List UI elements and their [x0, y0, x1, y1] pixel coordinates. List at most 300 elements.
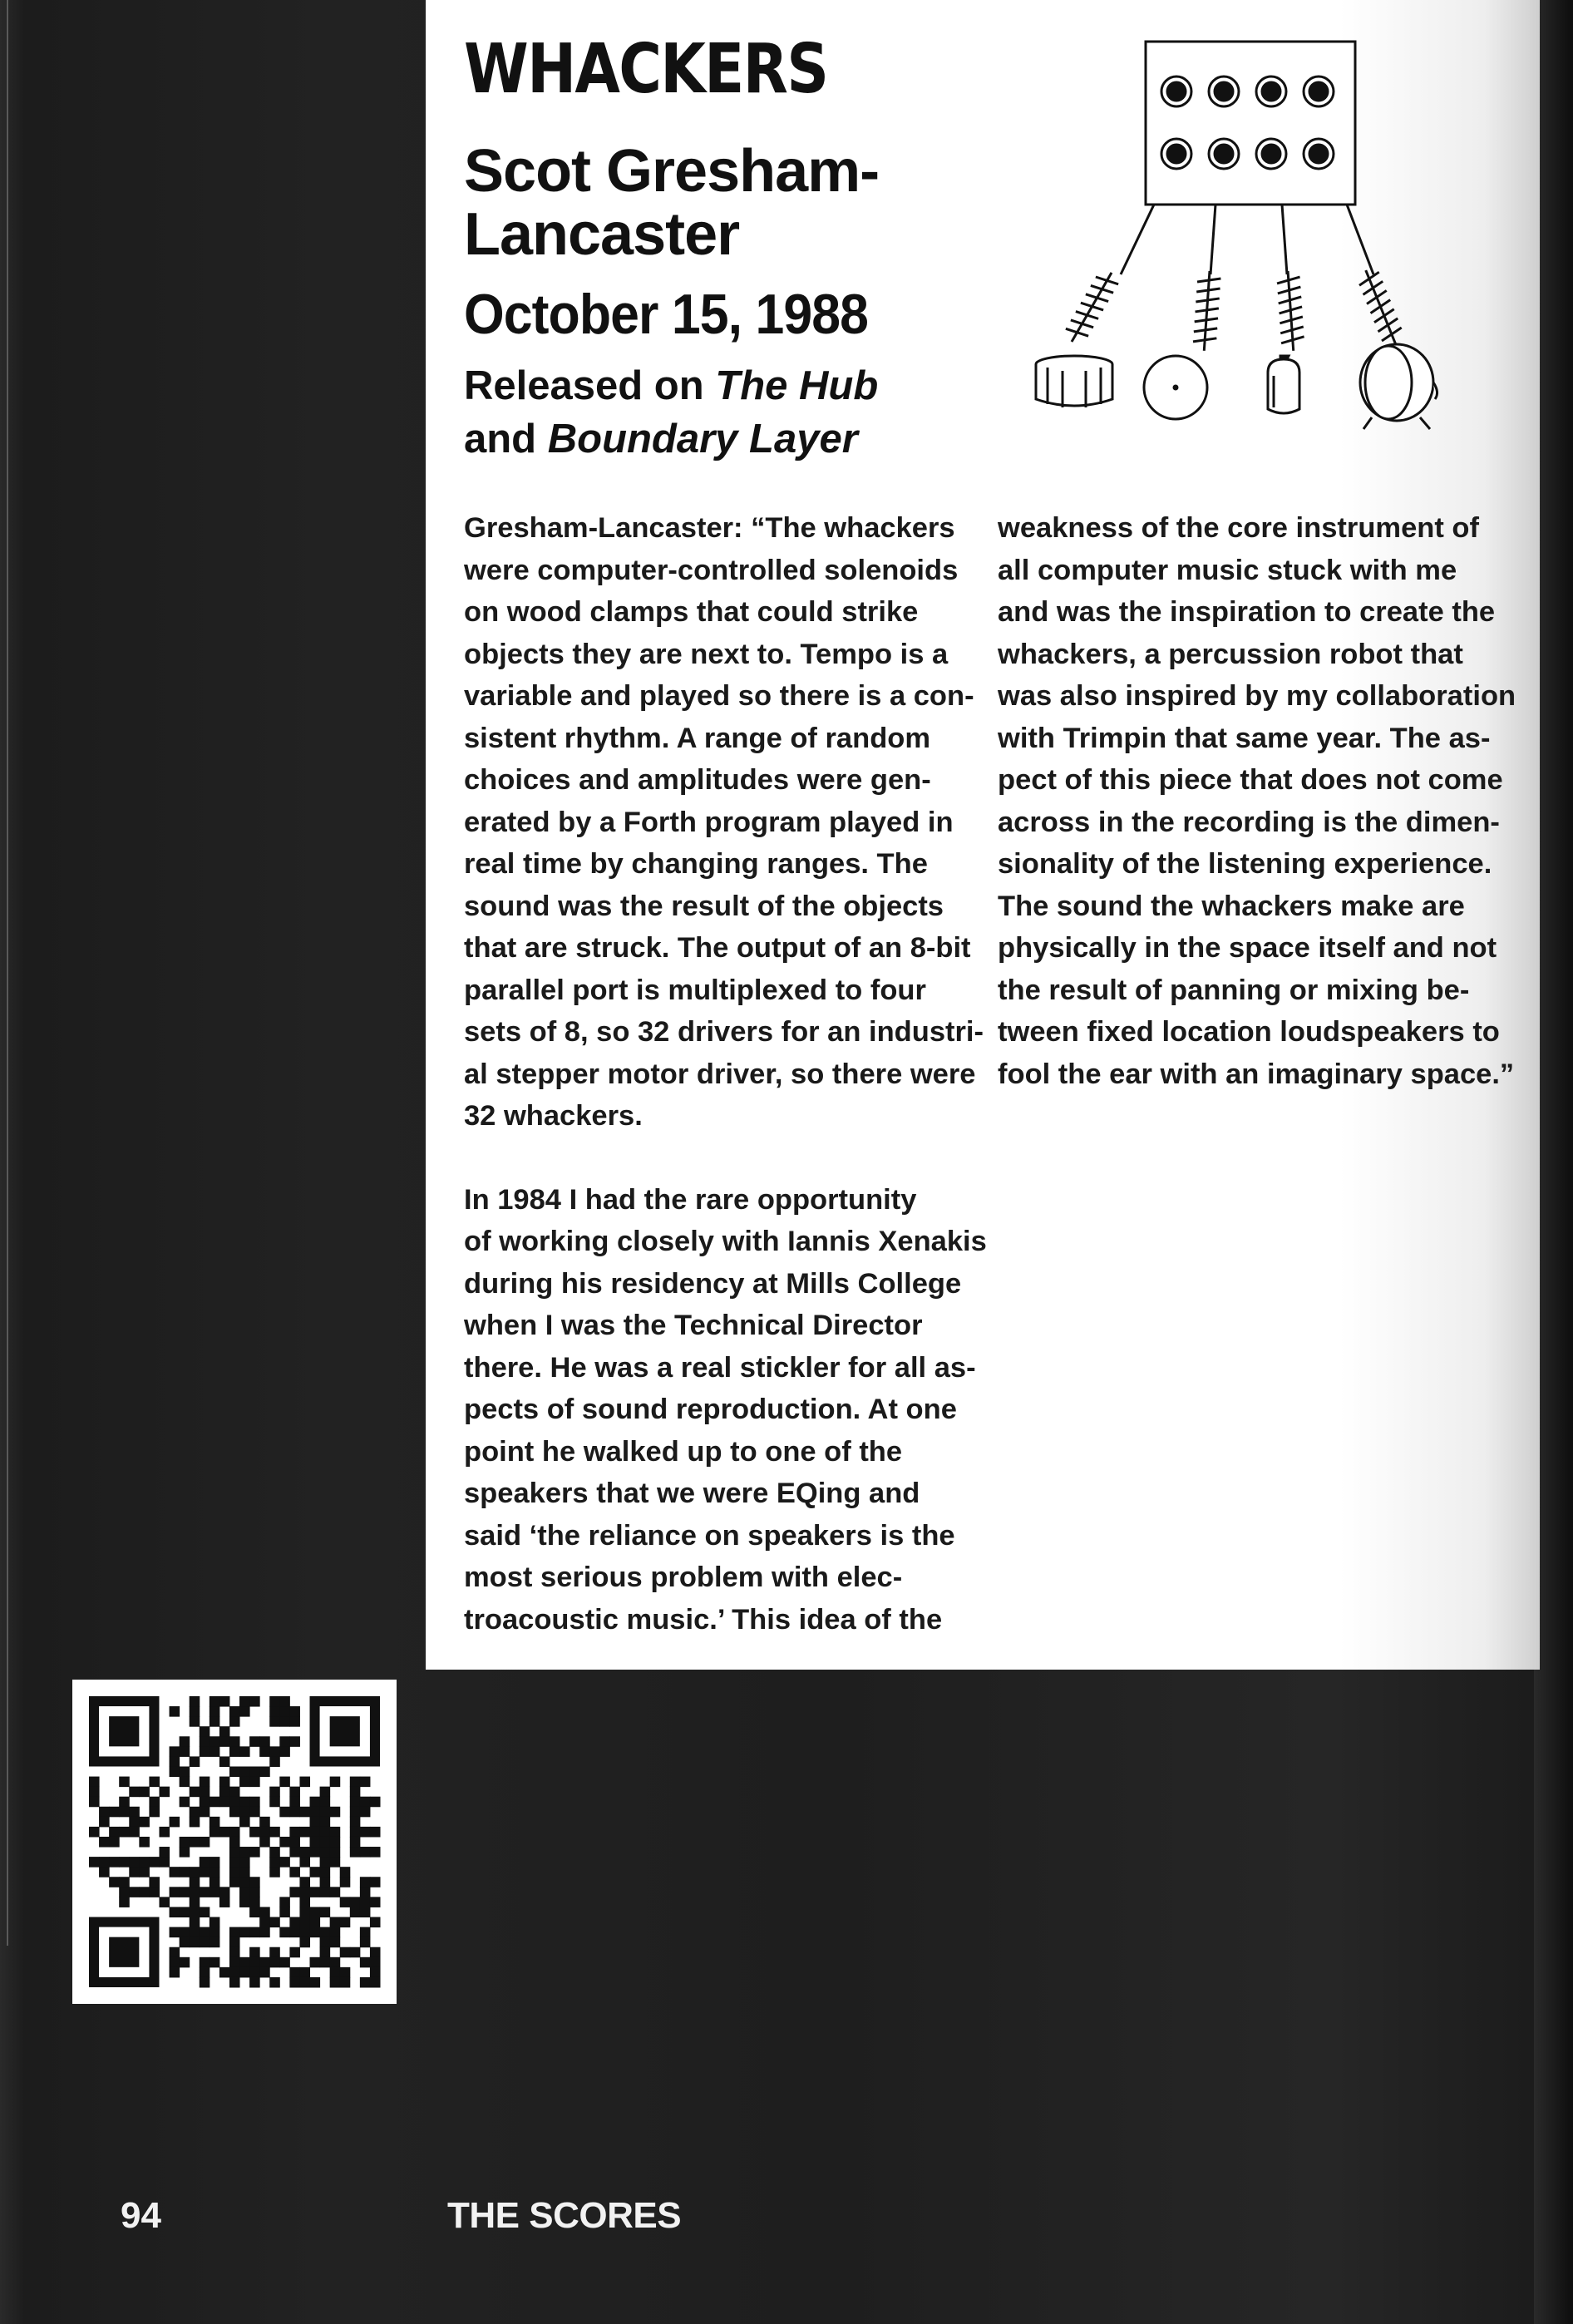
- qr-module: [180, 1887, 190, 1897]
- text-line: 32 whackers.: [464, 1100, 643, 1132]
- qr-module: [259, 1957, 270, 1968]
- qr-module: [239, 1857, 250, 1868]
- qr-module: [259, 1837, 270, 1848]
- text-line: weakness of the core instrument of: [998, 512, 1479, 544]
- qr-module: [330, 1927, 341, 1938]
- qr-module: [360, 1927, 371, 1938]
- text-line: on wood clamps that could strike: [464, 596, 919, 628]
- qr-module: [320, 1807, 331, 1818]
- qr-module: [370, 1877, 381, 1887]
- text-line: sionality of the listening experience.: [998, 848, 1492, 880]
- qr-module: [190, 1917, 200, 1928]
- qr-module: [279, 1716, 290, 1727]
- body-column-left: [464, 507, 987, 1641]
- qr-module: [170, 1967, 180, 1978]
- text-line: erated by a Forth program played in: [464, 806, 954, 838]
- qr-module: [289, 1827, 300, 1838]
- qr-module: [200, 1797, 210, 1808]
- text-line: sound was the result of the objects: [464, 890, 944, 922]
- qr-module: [299, 1877, 310, 1887]
- text-line: Gresham-Lancaster: “The whackers: [464, 512, 955, 544]
- qr-module: [269, 1797, 280, 1808]
- qr-module: [360, 1877, 371, 1887]
- qr-module: [279, 1736, 290, 1747]
- qr-module: [269, 1787, 280, 1798]
- qr-module: [200, 1746, 210, 1757]
- qr-module: [200, 1837, 210, 1848]
- qr-module: [269, 1977, 280, 1988]
- qr-module: [170, 1927, 180, 1938]
- text-line: parallel port is multiplexed to four: [464, 974, 926, 1006]
- qr-module: [239, 1867, 250, 1877]
- qr-module: [89, 1857, 100, 1868]
- qr-module: [299, 1887, 310, 1897]
- qr-module: [289, 1917, 300, 1928]
- qr-module: [259, 1766, 270, 1777]
- qr-module: [190, 1696, 200, 1707]
- qr-module: [239, 1797, 250, 1808]
- qr-module: [259, 1736, 270, 1747]
- qr-module: [239, 1777, 250, 1788]
- qr-module: [200, 1937, 210, 1948]
- text-line: during his residency at Mills College: [464, 1267, 962, 1300]
- text-line: all computer music stuck with me: [998, 554, 1457, 586]
- composer-name: Scot Gresham-Lancaster: [464, 138, 880, 268]
- qr-module: [210, 1877, 220, 1887]
- qr-module: [159, 1847, 170, 1858]
- qr-module: [119, 1857, 130, 1868]
- page-number: 94: [121, 2195, 161, 2236]
- qr-module: [259, 1927, 270, 1938]
- qr-module: [350, 1827, 361, 1838]
- qr-module: [170, 1706, 180, 1717]
- release-title-hub: The Hub: [715, 363, 879, 408]
- qr-module: [269, 1917, 280, 1928]
- qr-module: [109, 1937, 139, 1967]
- qr-module: [269, 1847, 280, 1858]
- qr-module: [350, 1837, 361, 1848]
- qr-module: [139, 1837, 150, 1848]
- qr-module: [239, 1967, 250, 1978]
- qr-module: [190, 1807, 200, 1818]
- qr-module: [170, 1766, 180, 1777]
- qr-module: [180, 1907, 190, 1917]
- qr-module: [289, 1716, 300, 1727]
- qr-module: [210, 1887, 220, 1897]
- qr-module: [350, 1787, 361, 1798]
- text-line: pect of this piece that does not come: [998, 764, 1503, 796]
- qr-module: [149, 1857, 160, 1868]
- qr-module: [320, 1787, 331, 1798]
- qr-module: [330, 1977, 341, 1988]
- qr-module: [109, 1807, 120, 1818]
- qr-module: [370, 1967, 381, 1978]
- qr-module: [210, 1857, 220, 1868]
- qr-module: [219, 1797, 230, 1808]
- qr-module: [229, 1706, 240, 1717]
- qr-module: [330, 1827, 341, 1838]
- qr-module: [320, 1847, 331, 1858]
- qr-module: [219, 1887, 230, 1897]
- qr-module: [360, 1807, 371, 1818]
- qr-module: [119, 1887, 130, 1897]
- qr-module: [279, 1907, 290, 1917]
- qr-module: [269, 1857, 280, 1868]
- text-line: objects they are next to. Tempo is a: [464, 638, 949, 670]
- qr-module: [219, 1756, 230, 1767]
- text-line: there. He was a real stickler for all as-: [464, 1351, 976, 1384]
- qr-module: [299, 1857, 310, 1868]
- qr-module: [249, 1797, 260, 1808]
- qr-module: [190, 1887, 200, 1897]
- qr-module: [370, 1957, 381, 1968]
- qr-module: [299, 1847, 310, 1858]
- text-line: sistent rhythm. A range of random: [464, 722, 931, 754]
- qr-module: [149, 1807, 160, 1818]
- qr-module: [299, 1807, 310, 1818]
- qr-module: [289, 1867, 300, 1877]
- qr-module: [249, 1887, 260, 1897]
- qr-module: [330, 1937, 341, 1948]
- qr-module: [129, 1867, 140, 1877]
- qr-module: [350, 1797, 361, 1808]
- qr-module: [99, 1817, 110, 1828]
- qr-module: [190, 1937, 200, 1948]
- qr-module: [239, 1957, 250, 1968]
- qr-module: [279, 1807, 290, 1818]
- text-line: sets of 8, so 32 drivers for an industri-: [464, 1016, 984, 1048]
- qr-module: [129, 1887, 140, 1897]
- qr-module: [330, 1957, 341, 1968]
- qr-module: [269, 1696, 280, 1707]
- qr-module: [200, 1726, 210, 1737]
- qr-module: [269, 1827, 280, 1838]
- qr-module: [229, 1847, 240, 1858]
- qr-module: [229, 1977, 240, 1988]
- qr-module: [360, 1847, 371, 1858]
- qr-module: [229, 1947, 240, 1958]
- qr-module: [210, 1937, 220, 1948]
- qr-module: [129, 1817, 140, 1828]
- text-line: fool the ear with an imaginary space.”: [998, 1058, 1515, 1090]
- qr-module: [200, 1777, 210, 1788]
- qr-module: [370, 1917, 381, 1928]
- qr-module: [89, 1797, 100, 1808]
- qr-module: [239, 1766, 250, 1777]
- qr-module: [340, 1877, 351, 1887]
- qr-module: [249, 1957, 260, 1968]
- qr-module: [370, 1827, 381, 1838]
- qr-module: [170, 1867, 180, 1877]
- qr-module: [210, 1957, 220, 1968]
- qr-module: [249, 1827, 260, 1838]
- qr-module: [299, 1977, 310, 1988]
- qr-module: [180, 1867, 190, 1877]
- qr-module: [299, 1907, 310, 1917]
- qr-module: [200, 1807, 210, 1818]
- whackers-diagram-icon: [1023, 33, 1488, 432]
- piece-title: WHACKERS: [464, 30, 828, 109]
- qr-module: [239, 1746, 250, 1757]
- qr-module: [350, 1907, 361, 1917]
- qr-module: [219, 1696, 230, 1707]
- qr-module: [249, 1877, 260, 1887]
- text-line: point he walked up to one of the: [464, 1435, 903, 1468]
- qr-module: [360, 1977, 371, 1988]
- qr-module: [229, 1927, 240, 1938]
- page-gutter-shadow: [1534, 0, 1573, 2324]
- qr-module: [299, 1777, 310, 1788]
- qr-module: [219, 1897, 230, 1907]
- qr-module: [229, 1877, 240, 1887]
- qr-module: [259, 1917, 270, 1928]
- text-line: tween fixed location loudspeakers to: [998, 1016, 1500, 1048]
- qr-module: [360, 1897, 371, 1907]
- text-line: In 1984 I had the rare opportunity: [464, 1183, 917, 1216]
- qr-module: [180, 1766, 190, 1777]
- qr-module: [229, 1736, 240, 1747]
- qr-module: [330, 1857, 341, 1868]
- qr-module: [279, 1777, 290, 1788]
- qr-module: [109, 1857, 120, 1868]
- release-title-boundary-layer: Boundary Layer: [547, 417, 858, 461]
- qr-module: [259, 1827, 270, 1838]
- qr-module: [119, 1877, 130, 1887]
- qr-module: [320, 1857, 331, 1868]
- text-line: of working closely with Iannis Xenakis: [464, 1226, 987, 1257]
- qr-module: [239, 1706, 250, 1717]
- qr-module: [99, 1857, 110, 1868]
- qr-module: [129, 1827, 140, 1838]
- paragraph-gap: [464, 1137, 976, 1179]
- qr-module: [350, 1847, 361, 1858]
- qr-module: [229, 1716, 240, 1727]
- qr-module: [180, 1736, 190, 1747]
- qr-module: [159, 1787, 170, 1798]
- text-line: most serious problem with elec-: [464, 1562, 903, 1593]
- qr-module: [200, 1977, 210, 1988]
- qr-module: [299, 1927, 310, 1938]
- qr-module: [109, 1716, 139, 1746]
- qr-module: [269, 1706, 280, 1717]
- qr-module: [99, 1807, 110, 1818]
- qr-module: [219, 1967, 230, 1978]
- qr-module: [360, 1887, 371, 1897]
- qr-module: [139, 1887, 150, 1897]
- qr-module: [229, 1837, 240, 1848]
- qr-module: [310, 1887, 321, 1897]
- qr-module: [310, 1907, 321, 1917]
- body-column-right: [998, 507, 1516, 1095]
- qr-module: [320, 1797, 331, 1808]
- qr-module: [180, 1797, 190, 1808]
- qr-module: [180, 1837, 190, 1848]
- qr-module: [89, 1827, 100, 1838]
- text-line: choices and amplitudes were gen-: [464, 764, 931, 796]
- qr-code-icon[interactable]: [72, 1680, 397, 2004]
- qr-module: [299, 1897, 310, 1907]
- qr-module: [350, 1817, 361, 1828]
- qr-module: [289, 1837, 300, 1848]
- qr-module: [190, 1927, 200, 1938]
- qr-module: [180, 1927, 190, 1938]
- qr-module: [109, 1877, 120, 1887]
- qr-module: [269, 1957, 280, 1968]
- qr-module: [170, 1957, 180, 1968]
- qr-module: [299, 1917, 310, 1928]
- qr-module: [89, 1787, 100, 1798]
- qr-module: [340, 1917, 351, 1928]
- qr-module: [289, 1787, 300, 1798]
- qr-module: [330, 1887, 341, 1897]
- qr-module: [129, 1787, 140, 1798]
- qr-module: [289, 1736, 300, 1747]
- qr-module: [229, 1857, 240, 1868]
- qr-module: [249, 1847, 260, 1858]
- section-title: THE SCORES: [447, 2195, 682, 2236]
- qr-module: [370, 1847, 381, 1858]
- qr-module: [259, 1817, 270, 1828]
- qr-module: [289, 1977, 300, 1988]
- text-line: The sound the whackers make are: [998, 890, 1465, 922]
- qr-module: [279, 1897, 290, 1907]
- qr-module: [210, 1927, 220, 1938]
- qr-module: [190, 1877, 200, 1887]
- text-line: al stepper motor driver, so there were: [464, 1058, 976, 1090]
- qr-module: [340, 1897, 351, 1907]
- qr-module: [229, 1766, 240, 1777]
- qr-module: [229, 1787, 240, 1798]
- text-line: physically in the space itself and not: [998, 932, 1497, 964]
- qr-module: [249, 1807, 260, 1818]
- qr-module: [289, 1927, 300, 1938]
- qr-module: [159, 1857, 170, 1868]
- qr-module: [249, 1947, 260, 1958]
- qr-module: [289, 1967, 300, 1978]
- qr-module: [239, 1696, 250, 1707]
- qr-module: [259, 1746, 270, 1757]
- qr-module: [119, 1827, 130, 1838]
- text-line: the result of panning or mixing be-: [998, 974, 1470, 1006]
- qr-module: [180, 1746, 190, 1757]
- qr-module: [360, 1957, 371, 1968]
- qr-module: [159, 1897, 170, 1907]
- qr-module: [320, 1837, 331, 1848]
- qr-module: [190, 1867, 200, 1877]
- qr-module: [239, 1817, 250, 1828]
- qr-module: [370, 1977, 381, 1988]
- qr-module: [289, 1887, 300, 1897]
- release-and: and: [464, 417, 537, 461]
- qr-module: [229, 1867, 240, 1877]
- qr-module: [149, 1777, 160, 1788]
- qr-module: [279, 1857, 290, 1868]
- text-line: with Trimpin that same year. The as-: [998, 722, 1491, 754]
- qr-module: [210, 1706, 220, 1717]
- qr-module: [360, 1827, 371, 1838]
- qr-module: [119, 1807, 130, 1818]
- qr-module: [239, 1887, 250, 1897]
- qr-module: [109, 1827, 120, 1838]
- qr-module: [239, 1897, 250, 1907]
- qr-module: [200, 1887, 210, 1897]
- qr-module: [299, 1967, 310, 1978]
- qr-module: [139, 1817, 150, 1828]
- qr-module: [229, 1797, 240, 1808]
- qr-module: [249, 1977, 260, 1988]
- qr-module: [289, 1947, 300, 1958]
- qr-module: [370, 1947, 381, 1958]
- qr-module: [320, 1867, 331, 1877]
- qr-module: [200, 1857, 210, 1868]
- qr-module: [190, 1837, 200, 1848]
- qr-module: [149, 1797, 160, 1808]
- qr-module: [170, 1907, 180, 1917]
- qr-module: [180, 1957, 190, 1968]
- qr-module: [259, 1967, 270, 1978]
- qr-module: [330, 1967, 341, 1978]
- qr-module: [239, 1807, 250, 1818]
- qr-module: [249, 1927, 260, 1938]
- qr-module: [109, 1837, 120, 1848]
- qr-module: [289, 1797, 300, 1808]
- qr-module: [299, 1937, 310, 1948]
- text-line: speakers that we were EQing and: [464, 1478, 920, 1509]
- qr-module: [200, 1867, 210, 1877]
- text-line: variable and played so there is a con-: [464, 680, 974, 712]
- qr-module: [210, 1797, 220, 1808]
- qr-module: [210, 1736, 220, 1747]
- qr-module: [330, 1807, 341, 1818]
- text-line: was also inspired by my collaboration: [998, 680, 1516, 712]
- qr-module: [170, 1746, 180, 1757]
- performance-date: October 15, 1988: [464, 283, 869, 346]
- qr-module: [310, 1807, 321, 1818]
- qr-module: [200, 1907, 210, 1917]
- qr-module: [190, 1787, 200, 1798]
- qr-module: [229, 1827, 240, 1838]
- qr-module: [269, 1756, 280, 1767]
- qr-module: [170, 1756, 180, 1767]
- qr-module: [269, 1867, 280, 1877]
- qr-module: [249, 1766, 260, 1777]
- qr-module: [219, 1827, 230, 1838]
- qr-module: [279, 1696, 290, 1707]
- qr-module: [330, 1847, 341, 1858]
- qr-module: [180, 1777, 190, 1788]
- qr-module: [190, 1897, 200, 1907]
- qr-module: [200, 1927, 210, 1938]
- qr-module: [330, 1777, 341, 1788]
- qr-module: [249, 1696, 260, 1707]
- qr-module: [210, 1867, 220, 1877]
- qr-module: [350, 1897, 361, 1907]
- qr-module: [370, 1797, 381, 1808]
- qr-module: [229, 1807, 240, 1818]
- qr-module: [139, 1787, 150, 1798]
- qr-module: [119, 1797, 130, 1808]
- qr-module: [320, 1817, 331, 1828]
- qr-module: [210, 1917, 220, 1928]
- released-prefix: Released on: [464, 363, 704, 408]
- qr-module: [170, 1887, 180, 1897]
- qr-module: [320, 1887, 331, 1897]
- qr-module: [269, 1716, 280, 1727]
- qr-module: [159, 1827, 170, 1838]
- qr-module: [180, 1847, 190, 1858]
- qr-module: [320, 1907, 331, 1917]
- qr-module: [320, 1947, 331, 1958]
